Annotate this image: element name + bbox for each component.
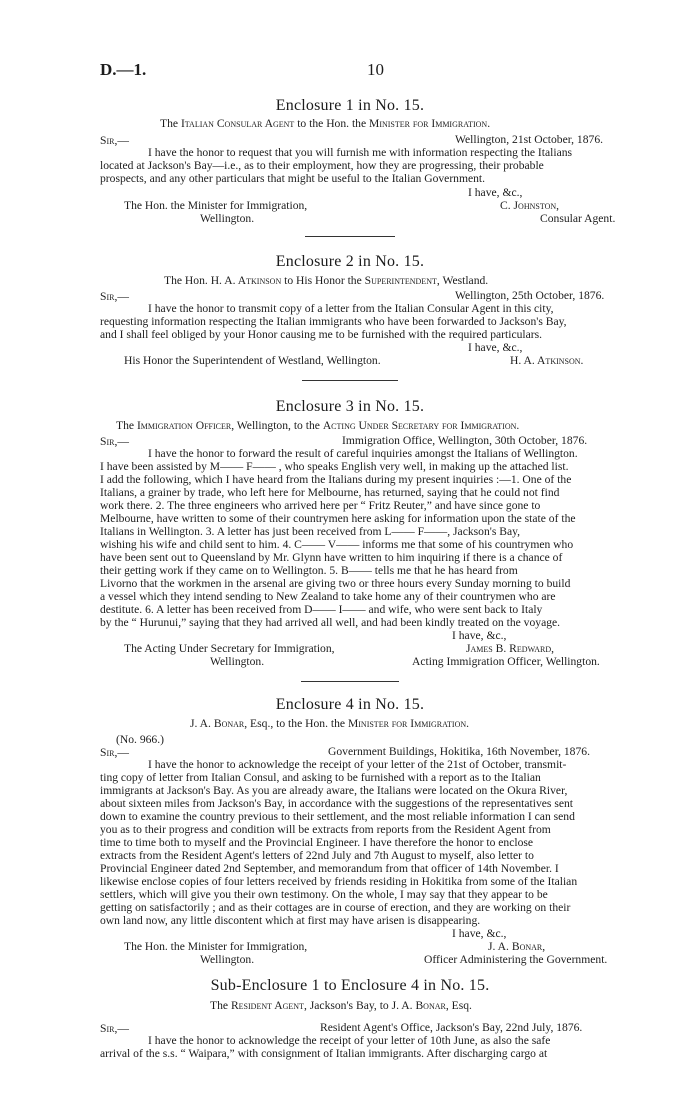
salutation: Sir,— (100, 1022, 129, 1035)
salutation: Sir,— (100, 746, 129, 759)
enclosure-4-subtitle: J. A. Bonar, Esq., to the Hon. the Minister for Immigration. (190, 717, 470, 730)
body-line: requesting information respecting the Italian immigrants who have been forwarded to Jackson's Bay, (100, 315, 567, 328)
body-line: settlers, which will give you their own testimony. On the whole, I may say that they appear to be (100, 888, 548, 901)
closing: I have, &c., (468, 186, 523, 199)
signatory-title: Acting Immigration Officer, Wellington. (412, 655, 600, 668)
addressee: The Acting Under Secretary for Immigration, (124, 642, 335, 655)
body-line: located at Jackson's Bay—i.e., as to their employment, how they are progressing, their probable (100, 159, 544, 172)
enclosure-4-title: Enclosure 4 in No. 15. (275, 696, 425, 713)
body-line: prospects, and any other particulars that might be useful to the Italian Government. (100, 172, 486, 185)
sub-enclosure-1-subtitle: The Resident Agent, Jackson's Bay, to J. A. Bonar, Esq. (210, 999, 472, 1012)
body-line: I add the following, which I have heard from the Italians during my present inquiries :—1. One of the (100, 473, 572, 486)
signatory: James B. Redward, (466, 642, 555, 655)
body-line: I have the honor to acknowledge the receipt of your letter of the 21st of October, transmit- (148, 758, 567, 771)
body-line: wishing his wife and child sent to him. 4. C—— V—— informs me that some of his countrymen who (100, 538, 574, 551)
dateline: Wellington, 25th October, 1876. (455, 289, 605, 302)
body-line: and I shall feel obliged by your Honor causing me to be furnished with the required particulars. (100, 328, 543, 341)
body-line: Melbourne, have written to some of their countrymen here asking for information upon the state of the (100, 512, 576, 525)
salutation: Sir,— (100, 435, 129, 448)
enclosure-3-subtitle: The Immigration Officer, Wellington, to the Acting Under Secretary for Immigration. (116, 419, 520, 432)
signatory-title: Consular Agent. (540, 212, 616, 225)
dateline: Wellington, 21st October, 1876. (455, 133, 604, 146)
body-line: arrival of the s.s. “ Waipara,” with consignment of Italian immigrants. After discharging cargo at (100, 1047, 548, 1060)
body-line: their getting work if they came on to Wellington. 5. B—— tells me that he has heard from (100, 564, 518, 577)
enclosure-2-subtitle: The Hon. H. A. Atkinson to His Honor the Superintendent, Westland. (164, 274, 489, 287)
dateline: Resident Agent's Office, Jackson's Bay, 22nd July, 1876. (320, 1021, 583, 1034)
body-line: down to examine the country previous to their settlement, and the most reliable information I can send (100, 810, 575, 823)
body-line: Italians in Wellington. 3. A letter has just been received from L—— F——, Jackson's Bay, (100, 525, 521, 538)
body-line: Provincial Engineer dated 2nd September, and memorandum from that officer of 14th November. I (100, 862, 559, 875)
signatory: H. A. Atkinson. (510, 354, 584, 367)
body-line: own land now, any little discontent which at first may have arisen is disappearing. (100, 914, 481, 927)
addressee-city: Wellington. (210, 655, 265, 668)
enclosure-3-title: Enclosure 3 in No. 15. (275, 398, 425, 415)
body-line: have been sent out to Queensland by Mr. Glynn have written to him inquiring if there is a chance of (100, 551, 563, 564)
body-line: destitute. 6. A letter has been received from D—— I—— and wife, who were sent back to Italy (100, 603, 543, 616)
body-line: a vessel which they intend sending to New Zealand to take home any of their countrymen who are (100, 590, 556, 603)
addressee: His Honor the Superintendent of Westland, Wellington. (124, 354, 381, 367)
body-line: ting copy of letter from Italian Consul, and asking to be furnished with a report as to the Italian (100, 771, 541, 784)
reference-number: (No. 966.) (116, 733, 164, 746)
closing: I have, &c., (452, 629, 507, 642)
signatory: C. Johnston, (500, 199, 560, 212)
addressee: The Hon. the Minister for Immigration, (124, 940, 308, 953)
page-number: 10 (367, 60, 384, 79)
dateline: Government Buildings, Hokitika, 16th November, 1876. (328, 745, 590, 758)
addressee: The Hon. the Minister for Immigration, (124, 199, 308, 212)
body-line: about sixteen miles from Jackson's Bay, in accordance with the suggestions of the representatives sent (100, 797, 574, 810)
dateline: Immigration Office, Wellington, 30th October, 1876. (342, 434, 588, 447)
body-line: I have the honor to forward the result of careful inquiries amongst the Italians of Wellington. (148, 447, 578, 460)
addressee-city: Wellington. (200, 212, 255, 225)
body-line: likewise enclose copies of four letters received by friends residing in Hokitika from some of the Italian (100, 875, 578, 888)
body-line: Italians, a grainer by trade, who left here for Melbourne, has returned, saying that he could not find (100, 486, 560, 499)
body-line: extracts from the Resident Agent's letters of 22nd July and 7th August to myself, also letter to (100, 849, 534, 862)
signatory-title: Officer Administering the Government. (424, 953, 608, 966)
body-line: Livorno that the workmen in the arsenal are giving two or three hours every Sunday morning to build (100, 577, 571, 590)
signatory: J. A. Bonar, (488, 940, 546, 953)
enclosure-1-subtitle: The Italian Consular Agent to the Hon. the Minister for Immigration. (160, 117, 491, 130)
body-line: getting on satisfactorily ; and as their cottages are in course of erection, and they are working on their (100, 901, 571, 914)
enclosure-1-title: Enclosure 1 in No. 15. (275, 97, 425, 114)
body-line: by the “ Hurunui,” saying that they had arrived all well, and had been kindly treated on the voyage. (100, 616, 561, 629)
body-line: I have the honor to acknowledge the receipt of your letter of 10th June, as also the safe (148, 1034, 551, 1047)
body-line: I have the honor to transmit copy of a letter from the Italian Consular Agent in this city, (148, 302, 554, 315)
enclosure-2-title: Enclosure 2 in No. 15. (275, 253, 425, 270)
addressee-city: Wellington. (200, 953, 255, 966)
salutation: Sir,— (100, 290, 129, 303)
sub-enclosure-1-title: Sub-Enclosure 1 to Enclosure 4 in No. 15. (210, 977, 490, 994)
section-divider (302, 380, 398, 381)
closing: I have, &c., (468, 341, 523, 354)
section-divider (305, 236, 395, 237)
body-line: work there. 2. The three engineers who arrived here per “ Fritz Reuter,” and have since gone to (100, 499, 541, 512)
body-line: I have the honor to request that you will furnish me with information respecting the Italians (148, 146, 573, 159)
body-line: immigrants at Jackson's Bay. As you are already aware, the Italians were located on the Okura River, (100, 784, 568, 797)
document-id: D.—1. (100, 60, 147, 79)
closing: I have, &c., (452, 927, 507, 940)
body-line: you as to their progress and condition will be extracts from reports from the Resident Agent from (100, 823, 551, 836)
body-line: I have been assisted by M—— F—— , who speaks English very well, in making up the attached list. (100, 460, 569, 473)
body-line: time to time both to myself and the Provincial Engineer. I have therefore the honor to enclose (100, 836, 534, 849)
section-divider (301, 681, 399, 682)
salutation: Sir,— (100, 134, 129, 147)
